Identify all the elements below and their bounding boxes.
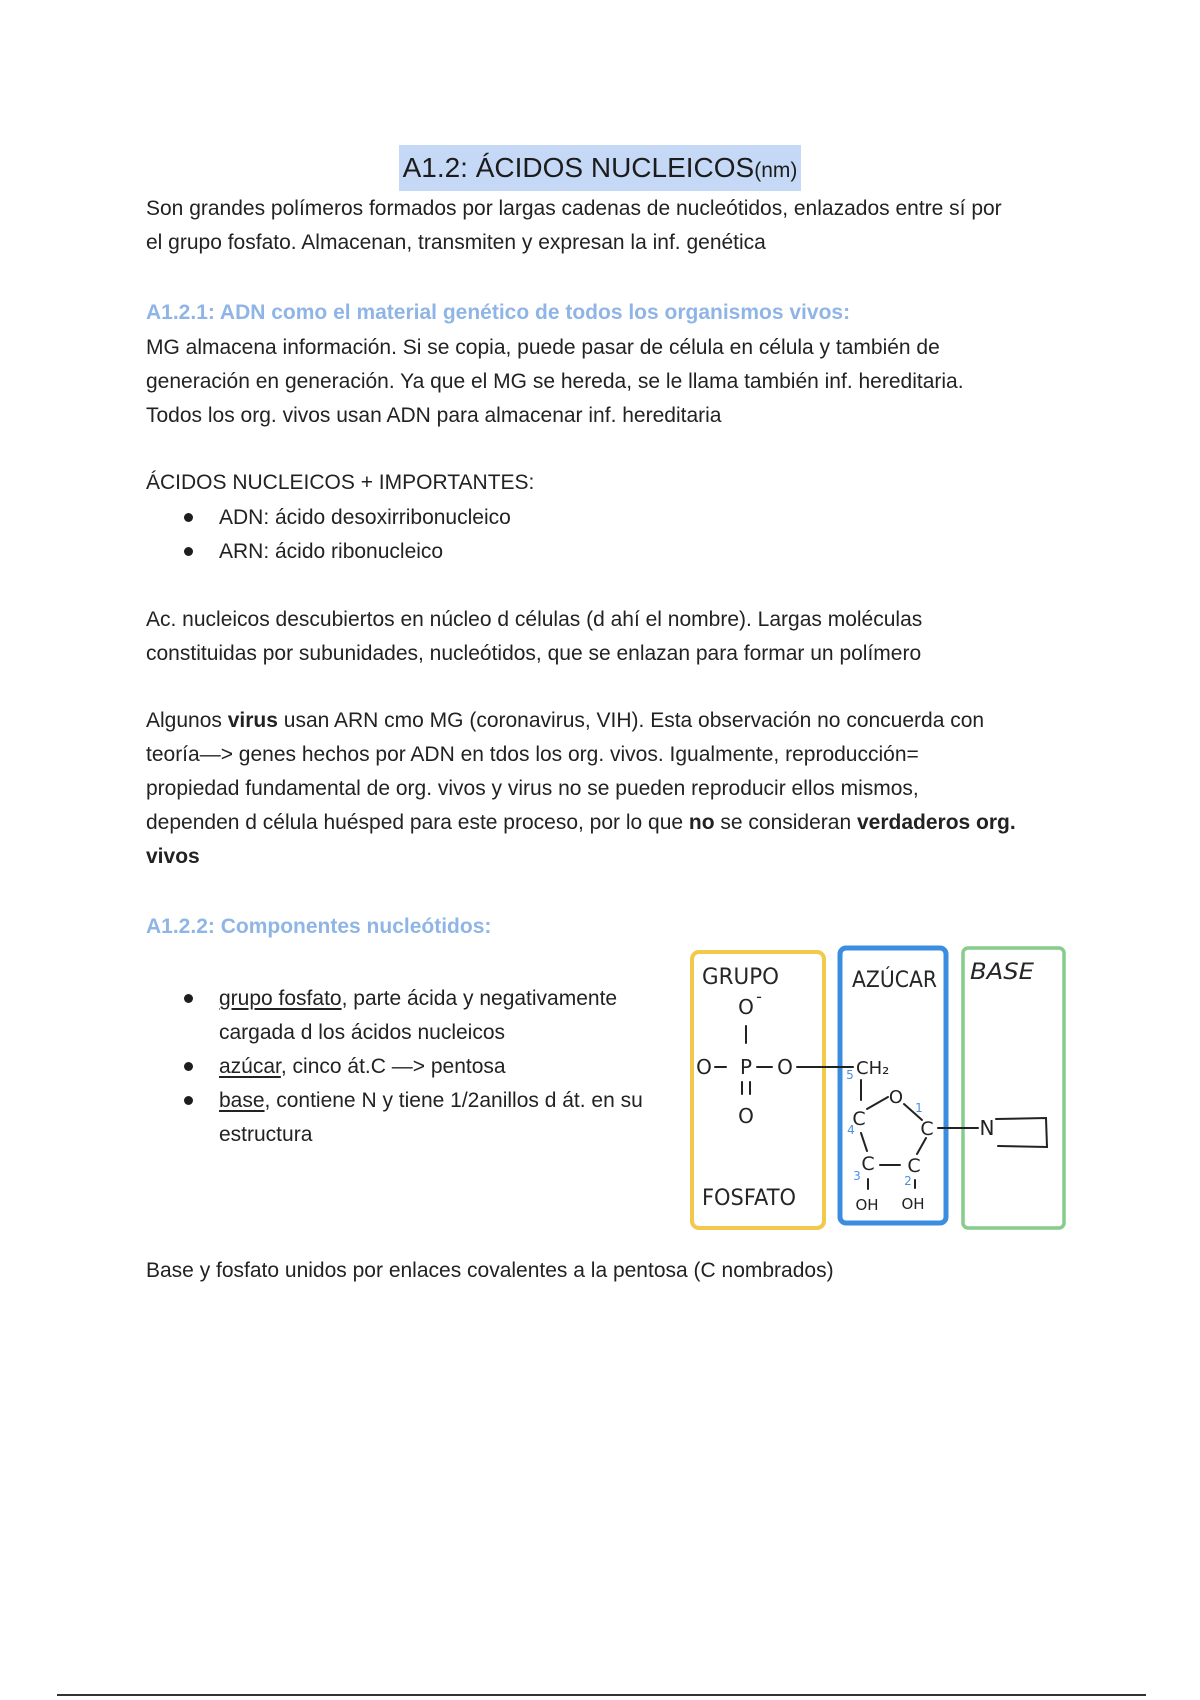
phosphate-oxygen-bottom: O: [738, 1104, 754, 1128]
list-item-base: [146, 1084, 643, 1152]
phosphate-label-bottom: FOSFATO: [702, 1186, 796, 1211]
text-line: Ac. nucleicos descubiertos en núcleo d células (d ahí el nombre). Largas moléculas: [146, 608, 923, 631]
text-line: el grupo fosfato. Almacenan, transmiten y expresan la inf. genética: [146, 231, 766, 254]
bond-line: [861, 1133, 867, 1151]
underlined-term: azúcar: [219, 1055, 281, 1078]
text-line: MG almacena información. Si se copia, puede pasar de célula en célula y también de: [146, 336, 940, 359]
hydroxyl-3: OH: [855, 1196, 879, 1214]
list-item-text: ADN: ácido desoxirribonucleico: [219, 506, 511, 529]
section-1-paragraph-3: [146, 704, 1016, 874]
text-line: Base y fosfato unidos por enlaces covalentes a la pentosa (C nombrados): [146, 1259, 834, 1282]
phosphate-oxygen-right: O: [777, 1055, 793, 1079]
text-segment: , parte ácida y negativamente: [341, 987, 618, 1010]
base-ring-icon: [996, 1118, 1047, 1147]
bold-text: verdaderos org.: [856, 811, 1016, 834]
carbon-3: C: [861, 1153, 875, 1175]
base-nitrogen: N: [979, 1116, 995, 1140]
bold-text: virus: [227, 709, 278, 732]
text-line: Todos los org. vivos usan ADN para almacenar inf. hereditaria: [146, 404, 722, 427]
text-segment: Algunos: [146, 709, 228, 732]
carbon-1: C: [920, 1118, 934, 1140]
ring-oxygen: O: [888, 1087, 904, 1108]
list-item-text: [219, 1050, 643, 1084]
text-line: [146, 806, 1016, 840]
section-2-heading: [146, 910, 491, 944]
sugar-label: AZÚCAR: [852, 968, 944, 993]
phosphorus-atom: P: [739, 1055, 753, 1079]
list-item-text: [219, 982, 643, 1016]
list-item-sugar: [146, 1050, 643, 1084]
title-main: A1.2: ÁCIDOS NUCLEICOS: [402, 152, 755, 183]
bullet-icon: [184, 1096, 193, 1105]
carbon-number-5: 5: [846, 1068, 854, 1082]
ch2-group: CH₂: [856, 1058, 890, 1079]
text-line: generación en generación. Ya que el MG se hereda, se le llama también inf. hereditaria.: [146, 370, 964, 393]
underlined-term: base: [219, 1089, 265, 1112]
bullet-icon: [184, 547, 193, 556]
text-line: [146, 738, 1016, 772]
title-suffix: (nm): [754, 159, 798, 182]
list-title: ÁCIDOS NUCLEICOS + IMPORTANTES:: [146, 471, 535, 494]
underlined-term: grupo fosfato: [219, 987, 342, 1010]
section-heading: A1.2.1: ADN como el material genético de todos los organismos vivos:: [146, 301, 851, 324]
section-1-heading: [146, 296, 850, 330]
text-line: [146, 704, 1016, 738]
list-item-text: estructura: [219, 1123, 313, 1146]
base-box: [963, 948, 1064, 1228]
text-segment: propiedad fundamental de org. vivos y virus no se pueden reproducir ellos mismos,: [146, 777, 919, 800]
carbon-number-2: 2: [904, 1174, 912, 1188]
title-highlight: [399, 145, 802, 191]
intro-paragraph: [146, 192, 1002, 260]
phosphate-oxygen-top: O: [738, 995, 754, 1019]
text-segment: se consideran: [714, 811, 857, 834]
list-item-adn: [146, 501, 511, 535]
components-list: [146, 982, 643, 1152]
section-heading: A1.2.2: Componentes nucleótidos:: [146, 915, 492, 938]
list-item-phosphate: [146, 982, 643, 1050]
carbon-number-3: 3: [853, 1169, 861, 1183]
bullet-icon: [184, 1062, 193, 1071]
section-1-paragraph-2: [146, 603, 922, 671]
carbon-number-1: 1: [915, 1101, 923, 1115]
bold-text: vivos: [146, 845, 200, 868]
negative-charge: -: [756, 987, 762, 1006]
text-segment: dependen d célula huésped para este proceso, por lo que: [146, 811, 689, 834]
bond-line: [867, 1097, 888, 1109]
base-label: BASE: [970, 960, 1035, 985]
page-footer-rule: [57, 1694, 1146, 1696]
text-segment: teoría—> genes hechos por ADN en tdos los org. vivos. Igualmente, reproducción=: [146, 743, 919, 766]
text-line: [146, 840, 1016, 874]
closing-paragraph: [146, 1254, 834, 1288]
page-title: [0, 145, 1200, 191]
list-item-arn: [146, 535, 511, 569]
list-item-text: [219, 1084, 643, 1118]
nucleic-acids-list: [146, 501, 511, 569]
carbon-number-4: 4: [847, 1123, 855, 1137]
bond-line: [917, 1138, 926, 1154]
text-line: constituidas por subunidades, nucleótidos, que se enlazan para formar un polímero: [146, 642, 922, 665]
list-item-text: cargada d los ácidos nucleicos: [219, 1021, 506, 1044]
text-segment: , contiene N y tiene 1/2anillos d át. en su: [264, 1089, 643, 1112]
text-segment: usan ARN cmo MG (coronavirus, VIH). Esta observación no concuerda con: [277, 709, 985, 732]
nucleic-acids-list-title: [146, 466, 534, 500]
hydroxyl-2: OH: [901, 1195, 925, 1213]
list-item-text: ARN: ácido ribonucleico: [219, 540, 444, 563]
phosphate-label-top: GRUPO: [702, 965, 779, 990]
phosphate-oxygen-left: O: [696, 1055, 712, 1079]
carbon-4: C: [852, 1108, 866, 1130]
bold-text: no: [688, 811, 715, 834]
text-line: Son grandes polímeros formados por largas cadenas de nucleótidos, enlazados entre sí por: [146, 197, 1002, 220]
bullet-icon: [184, 513, 193, 522]
carbon-2: C: [907, 1155, 921, 1177]
nucleotide-diagram: [680, 940, 1080, 1240]
bullet-icon: [184, 994, 193, 1003]
section-1-paragraph-1: [146, 331, 964, 433]
text-line: [146, 772, 1016, 806]
text-segment: , cinco át.C —> pentosa: [280, 1055, 506, 1078]
